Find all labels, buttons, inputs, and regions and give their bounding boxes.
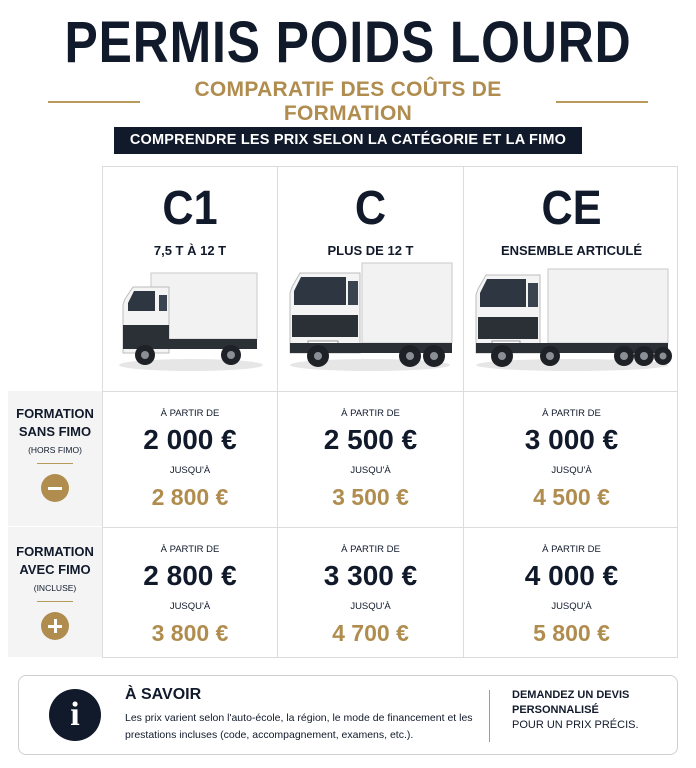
row-label-sans-fimo — [8, 391, 102, 526]
until-label: JUSQU'À — [169, 601, 211, 612]
info-text: Les prix varient selon l'auto-école, la région, le mode de financement et les prestations incluses (code, accompagnement, examens, etc.). — [125, 712, 473, 741]
price-max: 5 800 € — [533, 620, 610, 646]
category-desc: 7,5 T À 12 T — [153, 243, 227, 258]
subtitle-row — [48, 78, 648, 125]
category-desc: PLUS DE 12 T — [327, 243, 414, 258]
row-label-line1: FORMATION — [16, 544, 94, 559]
price-cell — [464, 528, 679, 658]
price-max: 4 700 € — [332, 620, 409, 646]
price-max: 3 800 € — [151, 620, 229, 646]
from-label: À PARTIR DE — [542, 544, 601, 555]
row-label-line1: FORMATION — [16, 406, 94, 421]
price-max: 2 800 € — [151, 484, 229, 510]
cta-line2: PERSONNALISÉ — [512, 704, 599, 716]
price-min: 2 500 € — [323, 424, 418, 455]
category-ce — [464, 167, 679, 391]
category-c1 — [103, 167, 277, 391]
price-max: 3 500 € — [332, 484, 409, 510]
plus-icon — [41, 612, 69, 640]
info-title: À SAVOIR — [125, 686, 202, 703]
rigid-truck-icon — [278, 259, 463, 379]
price-min: 2 800 € — [143, 560, 237, 591]
box-truck-icon — [103, 259, 277, 379]
main-title: PERMIS POIDS LOURD — [64, 10, 632, 75]
articulated-truck-icon — [464, 259, 679, 379]
price-cell — [278, 528, 463, 658]
from-label: À PARTIR DE — [341, 544, 400, 555]
price-cell — [103, 392, 277, 527]
category-code: C — [354, 182, 387, 235]
cta-line3: POUR UN PRIX PRÉCIS. — [512, 719, 639, 731]
until-label: JUSQU'À — [551, 601, 592, 612]
row-label-rule — [37, 601, 73, 602]
price-cell — [103, 528, 277, 658]
price-min: 2 000 € — [143, 424, 237, 455]
subtitle: COMPARATIF DES COÛTS DE FORMATION — [194, 78, 502, 125]
from-label: À PARTIR DE — [542, 408, 601, 419]
row-label-rule — [37, 463, 73, 464]
from-label: À PARTIR DE — [160, 408, 220, 419]
price-min: 3 300 € — [323, 560, 418, 591]
cta-line1: DEMANDEZ UN DEVIS — [512, 689, 630, 701]
price-max: 4 500 € — [533, 484, 610, 510]
info-divider — [489, 690, 490, 742]
row-label-line2: AVEC FIMO — [19, 562, 91, 577]
category-desc: ENSEMBLE ARTICULÉ — [500, 243, 643, 258]
price-cell — [464, 392, 679, 527]
quote-callout — [512, 688, 672, 733]
price-min: 4 000 € — [524, 560, 619, 591]
comparison-table — [102, 166, 678, 658]
row-label-avec-fimo — [8, 527, 102, 657]
price-cell — [278, 392, 463, 527]
banner: COMPRENDRE LES PRIX SELON LA CATÉGORIE ET LA FIMO — [114, 127, 582, 154]
category-code: CE — [541, 182, 602, 235]
from-label: À PARTIR DE — [341, 408, 400, 419]
until-label: JUSQU'À — [551, 465, 592, 476]
category-code: C1 — [162, 182, 218, 235]
subtitle-rule-right — [556, 101, 648, 103]
price-min: 3 000 € — [524, 424, 619, 455]
until-label: JUSQU'À — [169, 465, 211, 476]
from-label: À PARTIR DE — [160, 544, 220, 555]
until-label: JUSQU'À — [350, 465, 391, 476]
row-label-line2: SANS FIMO — [18, 424, 92, 439]
row-label-sub: (INCLUSE) — [33, 583, 77, 593]
info-icon: i — [49, 689, 101, 741]
category-c — [278, 167, 463, 391]
row-label-sub: (HORS FIMO) — [28, 445, 82, 455]
minus-icon — [41, 474, 69, 502]
info-box — [18, 675, 678, 755]
until-label: JUSQU'À — [350, 601, 391, 612]
subtitle-rule-left — [48, 101, 140, 103]
